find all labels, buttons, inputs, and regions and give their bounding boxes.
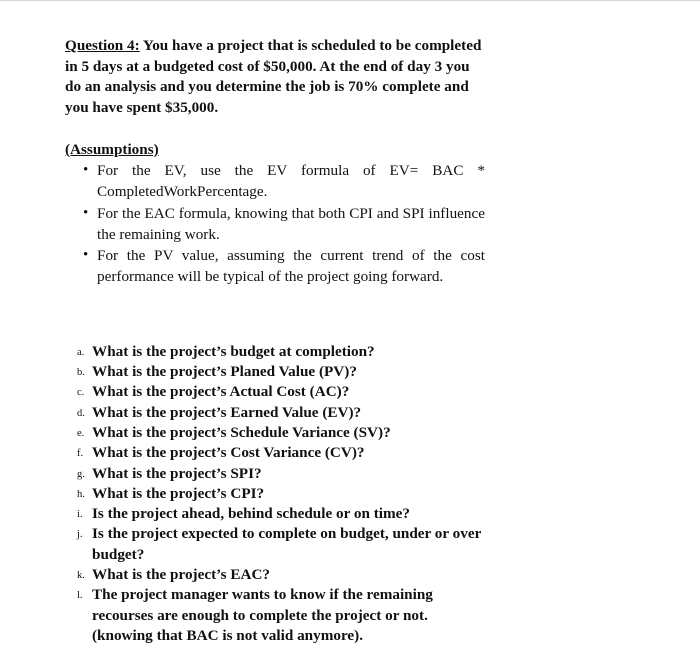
- sub-question-h: [77, 484, 485, 504]
- assumptions-heading: (Assumptions): [65, 141, 159, 158]
- sub-question-text: What is the project’s Planed Value (PV)?: [92, 363, 357, 381]
- sub-question-l: [77, 585, 485, 645]
- sub-question-text: What is the project’s CPI?: [92, 484, 265, 502]
- sub-question-marker: i.: [77, 509, 83, 521]
- sub-question-f: [77, 443, 485, 463]
- sub-question-j: [77, 524, 485, 565]
- bullet-icon: •: [83, 204, 89, 221]
- question-text: You have a project that is scheduled to be completed in 5 days at a budgeted cost of $50,000. At the end of day 3 you do an analysis and you determine the job is 70% complete and you have spent $35,000.: [65, 37, 482, 116]
- assumption-list: [65, 160, 485, 288]
- sub-question-list: [77, 342, 485, 645]
- sub-question-b: [77, 362, 485, 382]
- sub-question-marker: k.: [77, 570, 85, 582]
- sub-question-text: What is the project’s SPI?: [92, 464, 262, 482]
- sub-question-d: [77, 403, 485, 423]
- assumption-item: [83, 203, 485, 246]
- question-paragraph: [65, 36, 485, 118]
- sub-question-text: What is the project’s Schedule Variance (SV)?: [92, 423, 391, 441]
- sub-question-text: What is the project’s Earned Value (EV)?: [92, 403, 362, 421]
- assumption-item: [83, 160, 485, 203]
- sub-question-marker: j.: [77, 529, 83, 541]
- sub-question-marker: f.: [77, 448, 84, 460]
- sub-question-text: What is the project’s Actual Cost (AC)?: [92, 383, 350, 401]
- assumption-text: For the PV value, assuming the current trend of the cost performance will be typical of the project going forward.: [97, 247, 485, 286]
- sub-question-text: Is the project expected to complete on budget, under or over budget?: [92, 525, 482, 563]
- sub-question-text: What is the project’s EAC?: [92, 566, 271, 584]
- sub-question-marker: d.: [77, 407, 85, 419]
- assumption-item: [83, 245, 485, 288]
- sub-question-marker: e.: [77, 427, 85, 439]
- sub-question-text: What is the project’s Cost Variance (CV)?: [92, 444, 365, 462]
- assumption-text: For the EV, use the EV formula of EV= BAC * CompletedWorkPercentage.: [97, 162, 485, 201]
- assumption-text: For the EAC formula, knowing that both CPI and SPI influence the remaining work.: [97, 204, 485, 243]
- sub-question-marker: a.: [77, 346, 85, 358]
- document-body: [65, 36, 485, 645]
- sub-question-text: The project manager wants to know if the remaining recourses are enough to complete the project or not. (knowing that BAC is not valid anymore).: [92, 586, 433, 644]
- question-label: Question 4:: [65, 37, 140, 54]
- sub-question-marker: c.: [77, 387, 85, 399]
- bullet-icon: •: [83, 247, 89, 264]
- sub-question-e: [77, 423, 485, 443]
- sub-question-text: What is the project’s budget at completion?: [92, 342, 375, 360]
- sub-question-k: [77, 565, 485, 585]
- sub-question-c: [77, 382, 485, 402]
- sub-question-text: Is the project ahead, behind schedule or on time?: [92, 505, 410, 523]
- sub-question-marker: h.: [77, 488, 85, 500]
- sub-question-a: [77, 342, 485, 362]
- sub-question-marker: b.: [77, 367, 85, 379]
- sub-question-g: [77, 464, 485, 484]
- sub-question-i: [77, 504, 485, 524]
- sub-question-marker: g.: [77, 468, 85, 480]
- sub-question-marker: l.: [77, 590, 83, 602]
- bullet-icon: •: [83, 162, 89, 178]
- top-divider: [0, 0, 700, 1]
